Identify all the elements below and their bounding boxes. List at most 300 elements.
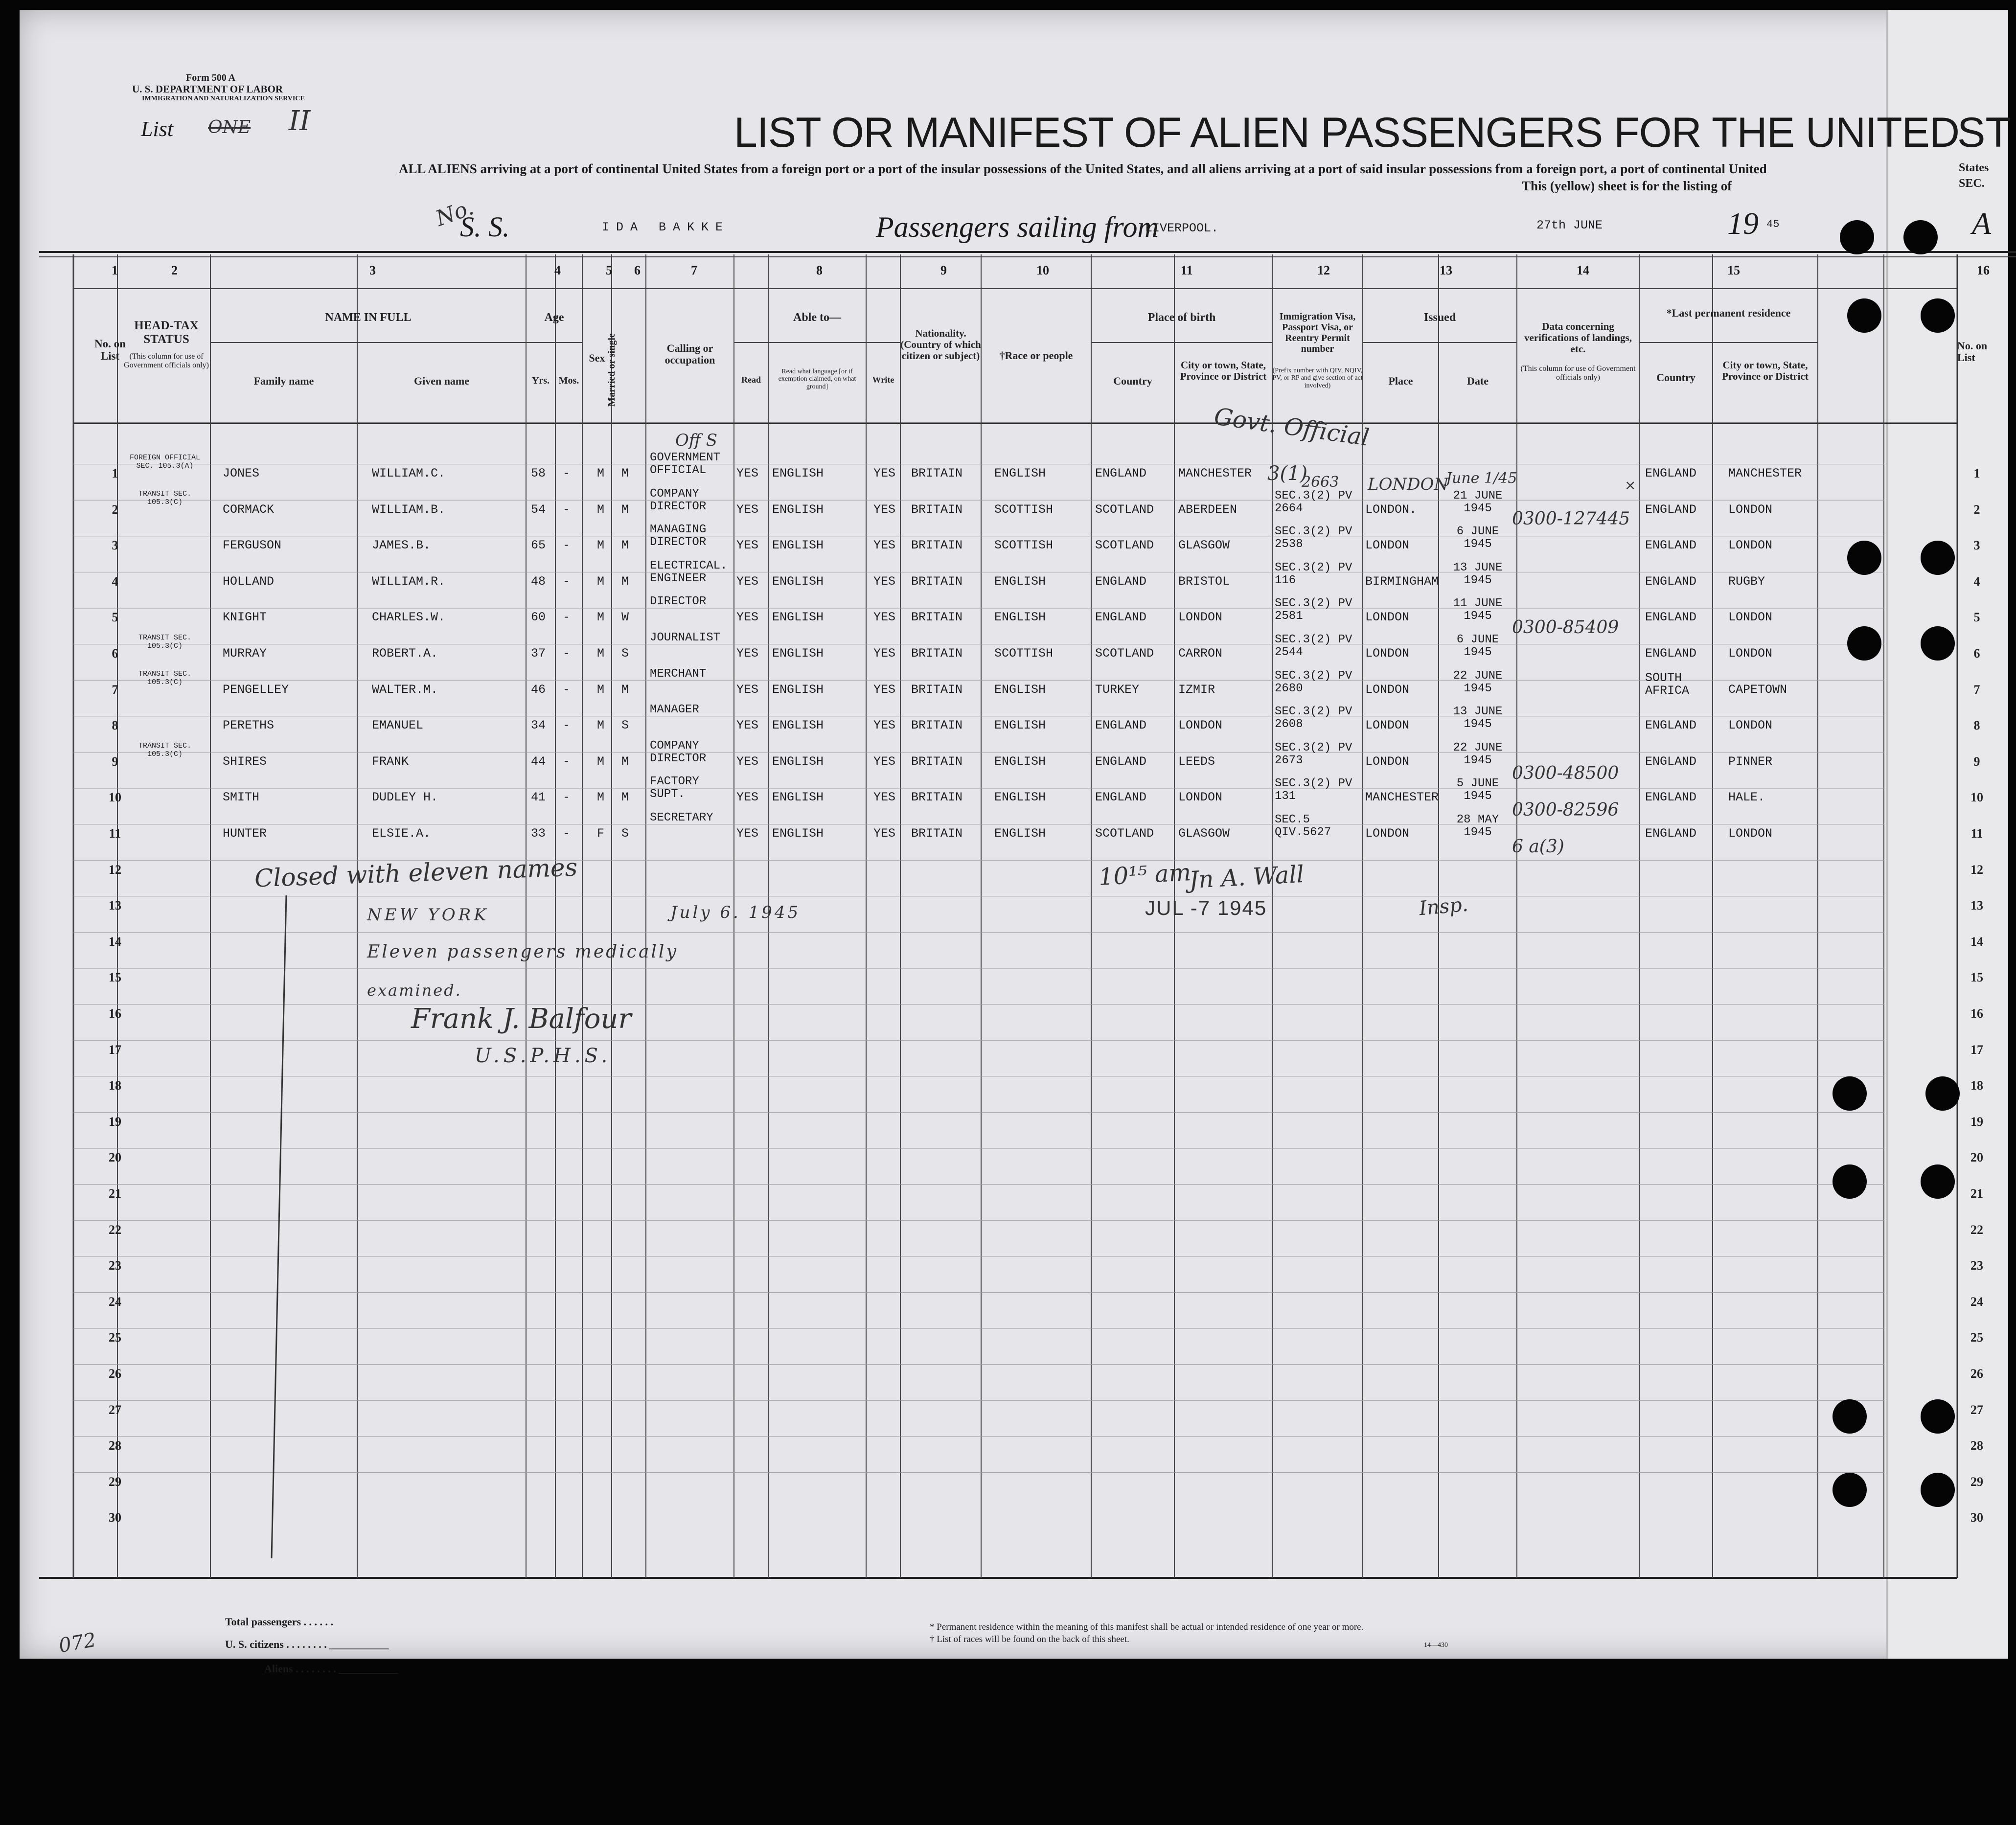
occupation: MANAGER xyxy=(650,703,699,717)
race: ENGLISH xyxy=(994,718,1046,733)
row-number: 2 xyxy=(112,502,118,517)
birth-country: SCOTLAND xyxy=(1095,538,1154,553)
residence-city: LONDON xyxy=(1728,502,1773,517)
age-years: 48 xyxy=(531,574,546,589)
right-row-number: 27 xyxy=(1970,1402,1983,1417)
residence-city: LONDON xyxy=(1728,610,1773,625)
aliens-label: Aliens . . . . . . . . ___________ xyxy=(264,1663,398,1675)
marital-status: M xyxy=(621,538,629,553)
language: ENGLISH xyxy=(772,610,824,625)
title-subtext-2: This (yellow) sheet is for the listing of xyxy=(1522,179,1732,193)
age-months: - xyxy=(563,718,571,733)
birth-city: IZMIR xyxy=(1178,682,1215,697)
column-number: 10 xyxy=(1036,263,1049,277)
marital-status: S xyxy=(621,826,629,841)
right-row-number: 14 xyxy=(1970,934,1983,949)
header-write: Write xyxy=(872,375,894,385)
residence-country: ENGLAND xyxy=(1645,718,1697,733)
punch-hole xyxy=(1840,220,1874,254)
can-read: YES xyxy=(736,466,759,480)
can-read: YES xyxy=(736,682,759,697)
year-prefix: 19 xyxy=(1727,206,1759,241)
sex: M xyxy=(597,646,605,661)
can-write: YES xyxy=(873,790,896,805)
header-landing-data: Data concerning verifications of landings, etc. xyxy=(1524,320,1632,355)
header-issued-date: Date xyxy=(1467,375,1489,387)
given-name: DUDLEY H. xyxy=(372,790,438,805)
right-row-number: 3 xyxy=(1973,538,1980,553)
row-number: 24 xyxy=(109,1294,121,1309)
residence-city: MANCHESTER xyxy=(1728,466,1802,480)
residence-city: LONDON xyxy=(1728,826,1773,841)
residence-country: ENGLAND xyxy=(1645,538,1697,553)
footnote-races: † List of races will be found on the back of this sheet. xyxy=(930,1634,1129,1644)
occupation: COMPANY DIRECTOR xyxy=(650,487,707,513)
visa-number: SEC.3(2) PV 2673 xyxy=(1275,741,1352,767)
row-number: 14 xyxy=(109,934,121,949)
header-age-months: Mos. xyxy=(558,375,579,386)
right-row-number: 17 xyxy=(1970,1042,1983,1057)
column-number: 1 xyxy=(112,263,118,277)
row-number: 10 xyxy=(109,790,121,805)
marital-status: M xyxy=(621,502,629,517)
can-write: YES xyxy=(873,502,896,517)
age-months: - xyxy=(563,682,571,697)
issued-date: 5 JUNE 1945 xyxy=(1456,777,1499,803)
birth-city: GLASGOW xyxy=(1178,826,1230,841)
race: SCOTTISH xyxy=(994,502,1054,517)
page-number-handwritten: 072 xyxy=(57,1628,98,1658)
nationality: BRITAIN xyxy=(911,790,963,805)
residence-city: PINNER xyxy=(1728,754,1773,769)
sailing-from-label: Passengers sailing from xyxy=(876,211,1159,243)
marital-status: M xyxy=(621,790,629,805)
row-number: 8 xyxy=(112,718,118,733)
punch-hole xyxy=(1921,298,1955,333)
issued-place: BIRMINGHAM xyxy=(1365,574,1439,589)
row-number: 17 xyxy=(109,1042,121,1057)
can-read: YES xyxy=(736,538,759,553)
right-row-number: 13 xyxy=(1970,898,1983,913)
inspector-title: Insp. xyxy=(1418,893,1469,920)
occupation: GOVERNMENT OFFICIAL xyxy=(650,451,721,477)
header-no-on-list: No. on List xyxy=(94,338,126,363)
right-row-number: 5 xyxy=(1973,610,1980,625)
column-number: 12 xyxy=(1317,263,1330,277)
age-years: 60 xyxy=(531,610,546,625)
header-nationality: Nationality. (Country of which citizen or subject) xyxy=(900,327,981,362)
can-read: YES xyxy=(736,754,759,769)
birth-country: ENGLAND xyxy=(1095,718,1147,733)
can-write: YES xyxy=(873,754,896,769)
marital-status: M xyxy=(621,574,629,589)
birth-city: LONDON xyxy=(1178,790,1223,805)
birth-country: ENGLAND xyxy=(1095,754,1147,769)
language: ENGLISH xyxy=(772,754,824,769)
header-last-residence: *Last permanent residence xyxy=(1666,307,1791,319)
race: ENGLISH xyxy=(994,574,1046,589)
exam-place: NEW YORK xyxy=(367,905,489,925)
occupation: MANAGING DIRECTOR xyxy=(650,523,707,549)
sex: M xyxy=(597,610,605,625)
can-read: YES xyxy=(736,718,759,733)
given-name: WALTER.M. xyxy=(372,682,438,697)
language: ENGLISH xyxy=(772,682,824,697)
occupation: ELECTRICAL. ENGINEER xyxy=(650,559,728,585)
annotation-visa-number: 2663 xyxy=(1302,474,1339,491)
family-name: FERGUSON xyxy=(223,538,282,553)
residence-city: LONDON xyxy=(1728,538,1773,553)
list-number-struck: ONE xyxy=(208,117,251,137)
age-months: - xyxy=(563,826,571,841)
given-name: ROBERT.A. xyxy=(372,646,438,661)
header-marital: Married or single xyxy=(606,333,617,407)
row-number: 5 xyxy=(112,610,118,625)
sailing-date: 27th JUNE xyxy=(1536,218,1603,232)
marital-status: M xyxy=(621,466,629,480)
row-number: 19 xyxy=(109,1114,121,1129)
right-row-number: 10 xyxy=(1970,790,1983,805)
right-row-number: 15 xyxy=(1970,970,1983,985)
age-months: - xyxy=(563,610,571,625)
header-birth-country: Country xyxy=(1113,375,1152,387)
residence-city: CAPETOWN xyxy=(1728,682,1787,697)
can-read: YES xyxy=(736,790,759,805)
examiner-signature: Frank J. Balfour xyxy=(411,1003,632,1035)
column-number: 6 xyxy=(634,263,641,277)
adjacent-subtext-1: States xyxy=(1959,161,1989,174)
right-row-number: 16 xyxy=(1970,1006,1983,1021)
row-number: 28 xyxy=(109,1438,121,1453)
nationality: BRITAIN xyxy=(911,718,963,733)
residence-city: RUGBY xyxy=(1728,574,1765,589)
language: ENGLISH xyxy=(772,466,824,480)
right-row-number: 30 xyxy=(1970,1510,1983,1525)
column-number: 16 xyxy=(1977,263,1990,277)
can-read: YES xyxy=(736,610,759,625)
punch-hole xyxy=(1833,1473,1867,1507)
nationality: BRITAIN xyxy=(911,466,963,480)
punch-hole xyxy=(1921,541,1955,575)
visa-number: SEC.3(2) PV 2680 xyxy=(1275,669,1352,695)
family-name: PENGELLEY xyxy=(223,682,289,697)
family-name: KNIGHT xyxy=(223,610,267,625)
right-row-number: 12 xyxy=(1970,862,1983,877)
row-number: 13 xyxy=(109,898,121,913)
header-adjacent-no: No. on List xyxy=(1957,340,1988,364)
punch-hole xyxy=(1921,1473,1955,1507)
age-months: - xyxy=(563,790,571,805)
annotation-x-mark: × xyxy=(1625,477,1636,493)
birth-country: SCOTLAND xyxy=(1095,646,1154,661)
annotation-issued-date: June 1/45 xyxy=(1446,470,1517,487)
issued-place: LONDON xyxy=(1365,682,1410,697)
header-residence-city: City or town, State, Province or District xyxy=(1722,359,1809,383)
row-number: 23 xyxy=(109,1258,121,1273)
marital-status: S xyxy=(621,646,629,661)
bureau-name: IMMIGRATION AND NATURALIZATION SERVICE xyxy=(142,95,305,102)
right-row-number: 26 xyxy=(1970,1367,1983,1381)
age-years: 58 xyxy=(531,466,546,480)
header-visa: Immigration Visa, Passport Visa, or Reentry Permit number xyxy=(1279,311,1356,354)
row-number: 12 xyxy=(109,862,121,877)
row-number: 6 xyxy=(112,646,118,661)
row-number: 21 xyxy=(109,1186,121,1201)
issued-date: 6 JUNE 1945 xyxy=(1456,525,1499,551)
birth-country: ENGLAND xyxy=(1095,790,1147,805)
language: ENGLISH xyxy=(772,538,824,553)
age-months: - xyxy=(563,574,571,589)
residence-city: LONDON xyxy=(1728,718,1773,733)
race: ENGLISH xyxy=(994,682,1046,697)
family-name: CORMACK xyxy=(223,502,275,517)
can-read: YES xyxy=(736,502,759,517)
can-read: YES xyxy=(736,574,759,589)
total-passengers-label: Total passengers . . . . . . xyxy=(225,1616,334,1628)
age-months: - xyxy=(563,754,571,769)
marital-status: M xyxy=(621,682,629,697)
birth-city: MANCHESTER xyxy=(1178,466,1252,480)
exam-date: July 6. 1945 xyxy=(670,903,801,922)
nationality: BRITAIN xyxy=(911,502,963,517)
race: SCOTTISH xyxy=(994,538,1054,553)
nationality: BRITAIN xyxy=(911,646,963,661)
sex: M xyxy=(597,466,605,480)
nationality: BRITAIN xyxy=(911,682,963,697)
nationality: BRITAIN xyxy=(911,826,963,841)
birth-city: CARRON xyxy=(1178,646,1223,661)
right-row-number: 25 xyxy=(1970,1330,1983,1345)
race: ENGLISH xyxy=(994,610,1046,625)
sex: M xyxy=(597,502,605,517)
issued-place: LONDON xyxy=(1365,538,1410,553)
visa-number: SEC.3(2) PV 2608 xyxy=(1275,705,1352,731)
year-suffix: 45 xyxy=(1766,218,1780,230)
right-row-number: 8 xyxy=(1973,718,1980,733)
punch-hole xyxy=(1847,541,1881,575)
header-race: †Race or people xyxy=(999,349,1073,362)
family-name: SHIRES xyxy=(223,754,267,769)
family-name: SMITH xyxy=(223,790,260,805)
inspector-signature: Jn A. Wall xyxy=(1188,860,1305,894)
family-name: JONES xyxy=(223,466,260,480)
family-name: HUNTER xyxy=(223,826,267,841)
occupation: JOURNALIST xyxy=(650,631,721,644)
annotation-visa-3c: 3(1) xyxy=(1267,462,1308,485)
race: ENGLISH xyxy=(994,826,1046,841)
right-row-number: 29 xyxy=(1970,1474,1983,1489)
birth-city: LEEDS xyxy=(1178,754,1215,769)
column-number: 11 xyxy=(1181,263,1193,277)
issued-date: 28 MAY 1945 xyxy=(1456,813,1499,839)
sex: M xyxy=(597,790,605,805)
age-years: 54 xyxy=(531,502,546,517)
issued-date: 21 JUNE 1945 xyxy=(1453,489,1503,515)
visa-number: SEC.3(2) PV 2581 xyxy=(1275,597,1352,623)
given-name: FRANK xyxy=(372,754,409,769)
adjacent-ship-fragment: A xyxy=(1972,206,1992,241)
right-row-number: 19 xyxy=(1970,1114,1983,1129)
given-name: ELSIE.A. xyxy=(372,826,431,841)
closing-note: Closed with eleven names xyxy=(254,853,578,893)
sex: M xyxy=(597,718,605,733)
can-write: YES xyxy=(873,718,896,733)
header-given-name: Given name xyxy=(413,375,470,387)
right-row-number: 20 xyxy=(1970,1150,1983,1165)
row-number: 22 xyxy=(109,1222,121,1237)
list-number-handwritten: II xyxy=(289,105,311,137)
arrival-stamp-date: JUL -7 1945 xyxy=(1145,896,1267,919)
issued-date: 22 JUNE 1945 xyxy=(1453,741,1503,767)
adjacent-title-fragment: ST xyxy=(1957,109,2011,156)
can-write: YES xyxy=(873,682,896,697)
punch-hole xyxy=(1847,298,1881,333)
given-name: JAMES.B. xyxy=(372,538,431,553)
issued-place: MANCHESTER xyxy=(1365,790,1439,805)
right-row-number: 7 xyxy=(1973,682,1980,697)
column-number: 5 xyxy=(606,263,612,277)
header-read-language: Read what language [or if exemption claimed, on what ground] xyxy=(778,368,856,390)
nationality: BRITAIN xyxy=(911,574,963,589)
race: ENGLISH xyxy=(994,790,1046,805)
birth-city: LONDON xyxy=(1178,610,1223,625)
column-number: 8 xyxy=(816,263,823,277)
residence-country: ENGLAND xyxy=(1645,754,1697,769)
head-tax-status: TRANSIT SEC. 105.3(C) xyxy=(138,741,192,758)
age-years: 33 xyxy=(531,826,546,841)
age-years: 34 xyxy=(531,718,546,733)
row-number: 4 xyxy=(112,574,118,589)
visa-number: SEC.3(2) PV 131 xyxy=(1275,777,1352,803)
can-write: YES xyxy=(873,610,896,625)
language: ENGLISH xyxy=(772,574,824,589)
occupation: FACTORY SUPT. xyxy=(650,775,699,801)
given-name: CHARLES.W. xyxy=(372,610,446,625)
row-number: 16 xyxy=(109,1006,121,1021)
issued-place: LONDON xyxy=(1365,610,1410,625)
ship-name: IDA BAKKE xyxy=(602,220,730,234)
right-row-number: 2 xyxy=(1973,502,1980,517)
row-number: 30 xyxy=(109,1510,121,1525)
row-number: 25 xyxy=(109,1330,121,1345)
visa-number: SEC.3(2) PV 2664 xyxy=(1275,489,1352,515)
issued-place: LONDON xyxy=(1365,646,1410,661)
landing-note-row11: 6 a(3) xyxy=(1512,837,1564,857)
age-months: - xyxy=(563,538,571,553)
birth-country: SCOTLAND xyxy=(1095,502,1154,517)
race: SCOTTISH xyxy=(994,646,1054,661)
us-citizens-label: U. S. citizens . . . . . . . . ___________ xyxy=(225,1638,389,1650)
age-months: - xyxy=(563,646,571,661)
visa-number: SEC.5 QIV.5627 xyxy=(1275,813,1331,839)
birth-city: LONDON xyxy=(1178,718,1223,733)
residence-country: SOUTH AFRICA xyxy=(1645,670,1690,698)
header-issued: Issued xyxy=(1423,311,1456,324)
right-row-number: 21 xyxy=(1970,1186,1983,1201)
row-number: 7 xyxy=(112,682,118,697)
occupation: DIRECTOR xyxy=(650,595,707,609)
birth-city: GLASGOW xyxy=(1178,538,1230,553)
can-read: YES xyxy=(736,646,759,661)
row-number: 18 xyxy=(109,1078,121,1093)
issued-date: 6 JUNE 1945 xyxy=(1456,633,1499,659)
age-months: - xyxy=(563,502,571,517)
residence-country: ENGLAND xyxy=(1645,502,1697,517)
header-age: Age xyxy=(544,311,564,324)
residence-country: ENGLAND xyxy=(1645,610,1697,625)
language: ENGLISH xyxy=(772,718,824,733)
sex: M xyxy=(597,754,605,769)
residence-country: ENGLAND xyxy=(1645,466,1697,480)
can-write: YES xyxy=(873,538,896,553)
row-number: 9 xyxy=(112,754,118,769)
header-landing-note: (This column for use of Government officials only) xyxy=(1520,365,1636,382)
right-row-number: 23 xyxy=(1970,1258,1983,1273)
right-row-number: 28 xyxy=(1970,1438,1983,1453)
header-able-to: Able to— xyxy=(793,311,841,324)
right-row-number: 22 xyxy=(1970,1222,1983,1237)
sex: F xyxy=(597,826,605,841)
punch-hole xyxy=(1833,1399,1867,1434)
residence-city: HALE. xyxy=(1728,790,1765,805)
right-row-number: 11 xyxy=(1970,826,1983,841)
header-place-of-birth: Place of birth xyxy=(1147,311,1216,324)
issued-date: 22 JUNE 1945 xyxy=(1453,669,1503,695)
family-name: MURRAY xyxy=(223,646,267,661)
race: ENGLISH xyxy=(994,754,1046,769)
punch-hole xyxy=(1921,1399,1955,1434)
residence-country: ENGLAND xyxy=(1645,826,1697,841)
header-read: Read xyxy=(741,375,761,385)
header-age-years: Yrs. xyxy=(531,375,550,386)
issued-place: LONDON xyxy=(1365,754,1410,769)
title-subtext-1: ALL ALIENS arriving at a port of continental United States from a foreign port or a port of the insular possessions of the United States, and all aliens arriving at a port of said insular possessions from a foreign port, a port of continental United xyxy=(399,161,1767,176)
column-number: 3 xyxy=(369,263,376,277)
issued-place: LONDON xyxy=(1365,718,1410,733)
column-number: 15 xyxy=(1727,263,1740,277)
visa-number: SEC.3(2) PV 2544 xyxy=(1275,633,1352,659)
occupation: SECRETARY xyxy=(650,811,713,824)
age-years: 37 xyxy=(531,646,546,661)
footnote-residence: * Permanent residence within the meaning of this manifest shall be actual or intended residence of one year or more. xyxy=(930,1622,1364,1632)
row-number: 1 xyxy=(112,466,118,480)
header-issued-place: Place xyxy=(1388,375,1413,387)
race: ENGLISH xyxy=(994,466,1046,480)
family-name: HOLLAND xyxy=(223,574,275,589)
language: ENGLISH xyxy=(772,790,824,805)
birth-country: ENGLAND xyxy=(1095,466,1147,480)
issued-place: LONDON xyxy=(1365,826,1410,841)
residence-country: ENGLAND xyxy=(1645,790,1697,805)
header-head-tax-note: (This column for use of Government officials only) xyxy=(124,352,209,369)
issued-date: 11 JUNE 1945 xyxy=(1453,597,1503,623)
right-row-number: 9 xyxy=(1973,754,1980,769)
right-row-number: 18 xyxy=(1970,1078,1983,1093)
can-write: YES xyxy=(873,574,896,589)
right-row-number: 4 xyxy=(1973,574,1980,589)
occupation: COMPANY DIRECTOR xyxy=(650,739,707,765)
occupation: MERCHANT xyxy=(650,667,707,681)
nationality: BRITAIN xyxy=(911,538,963,553)
row-number: 26 xyxy=(109,1367,121,1381)
row-number: 29 xyxy=(109,1474,121,1489)
age-years: 41 xyxy=(531,790,546,805)
adjacent-subtext-2: SEC. xyxy=(1959,177,1985,190)
given-name: WILLIAM.B. xyxy=(372,502,446,517)
birth-country: SCOTLAND xyxy=(1095,826,1154,841)
birth-country: TURKEY xyxy=(1095,682,1140,697)
header-name-in-full: NAME IN FULL xyxy=(325,311,412,324)
